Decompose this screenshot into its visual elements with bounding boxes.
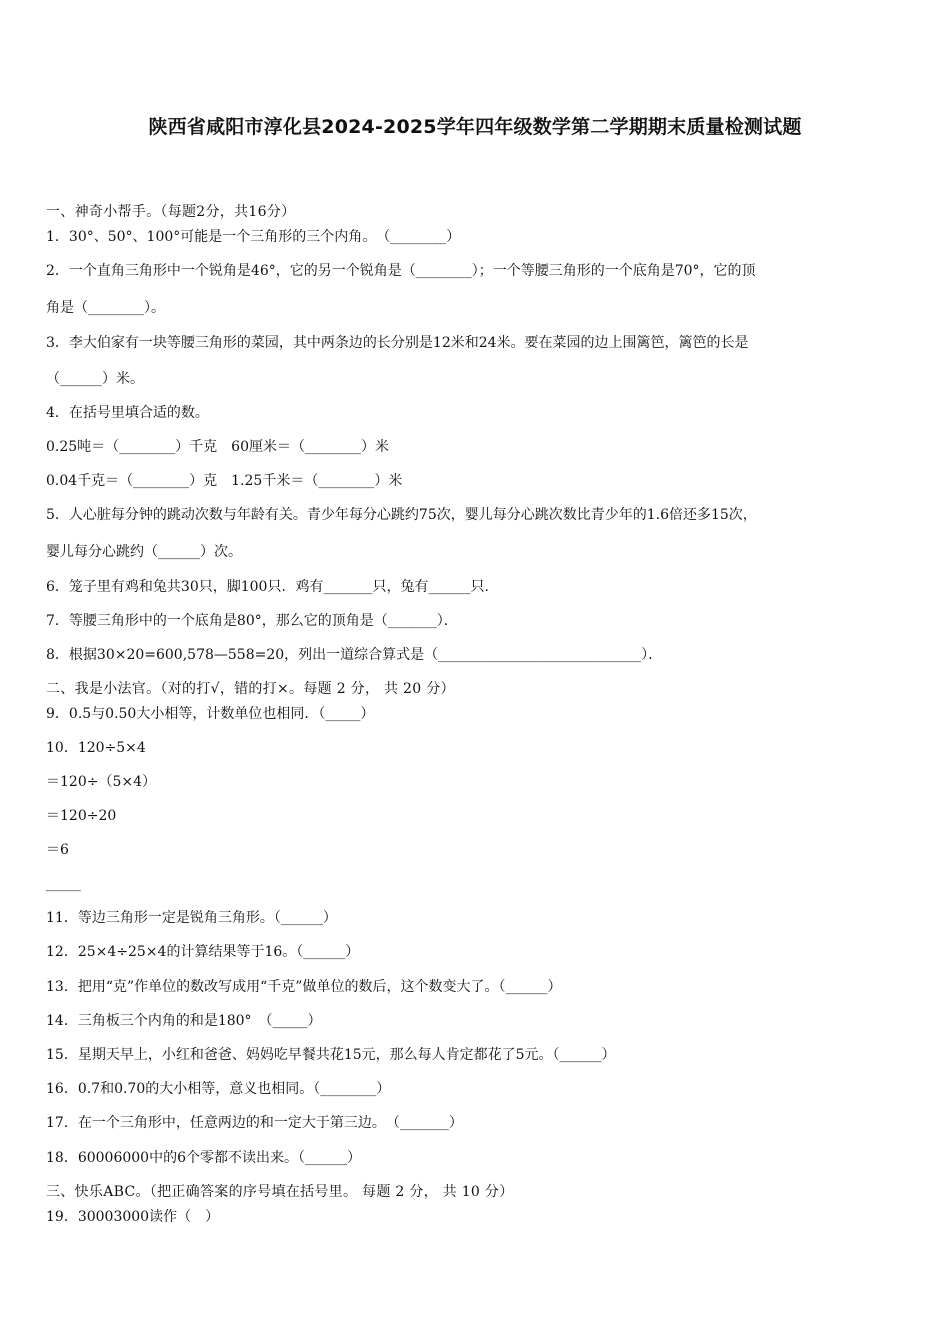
question-10: 10．120÷5×4 [46, 740, 146, 756]
question-10-step-2: ＝120÷20 [46, 808, 117, 824]
question-10-answer-blank: _____ [46, 876, 81, 892]
question-6: 6．笼子里有鸡和兔共30只，脚100只．鸡有_______只，兔有______只． [46, 579, 499, 595]
question-14: 14．三角板三个内角的和是180° （_____） [46, 1013, 322, 1029]
section-heading-2: 二、我是小法官。（对的打√，错的打×。每题 2 分， 共 20 分） [46, 681, 455, 697]
question-1: 1．30°、50°、100°可能是一个三角形的三个内角。 （________） [46, 229, 461, 245]
question-7: 7．等腰三角形中的一个底角是80°，那么它的顶角是（_______）． [46, 613, 458, 629]
section-heading-3: 三、快乐ABC。（把正确答案的序号填在括号里。 每题 2 分， 共 10 分） [46, 1184, 514, 1200]
section-heading-1: 一、神奇小帮手。（每题2分，共16分） [46, 204, 296, 220]
question-4-row-2: 0.04千克＝（________）克 1.25千米＝（________）米 [46, 473, 403, 489]
question-10-step-3: ＝6 [46, 842, 69, 858]
page-title: 陕西省咸阳市淳化县2024-2025学年四年级数学第二学期期末质量检测试题 [148, 116, 802, 138]
question-16: 16．0.7和0.70的大小相等，意义也相同。（________） [46, 1081, 391, 1097]
question-19: 19．30003000读作（ ） [46, 1209, 220, 1225]
question-10-step-1: ＝120÷（5×4） [46, 774, 156, 790]
question-12: 12．25×4÷25×4的计算结果等于16。（______） [46, 944, 360, 960]
question-15: 15．星期天早上，小红和爸爸、妈妈吃早餐共花15元，那么每人肯定都花了5元。（______） [46, 1047, 616, 1063]
question-4: 4．在括号里填合适的数。 [46, 405, 209, 421]
question-2-line-2: 角是（________）。 [46, 300, 165, 316]
question-3-line-1: 3．李大伯家有一块等腰三角形的菜园，其中两条边的长分别是12米和24米。要在菜园的边上围篱笆，篱笆的长是 [46, 335, 749, 351]
question-2-line-1: 2．一个直角三角形中一个锐角是46°，它的另一个锐角是（________）；一个等腰三角形的一个底角是70°，它的顶 [46, 263, 756, 279]
question-9: 9．0.5与0.50大小相等，计数单位也相同．（_____） [46, 706, 375, 722]
question-18: 18．60006000中的6个零都不读出来。（______） [46, 1150, 361, 1166]
question-13: 13．把用“克”作单位的数改写成用“千克”做单位的数后，这个数变大了。（______） [46, 979, 562, 995]
question-17: 17．在一个三角形中，任意两边的和一定大于第三边。 （_______） [46, 1115, 463, 1131]
question-5-line-1: 5．人心脏每分钟的跳动次数与年龄有关。青少年每分心跳约75次，婴儿每分心跳次数比青少年的1.6倍还多15次， [46, 507, 757, 523]
question-11: 11．等边三角形一定是锐角三角形。（______） [46, 910, 337, 926]
question-5-line-2: 婴儿每分心跳约（______）次。 [46, 544, 242, 560]
question-4-row-1: 0.25吨＝（________）千克 60厘米＝（________）米 [46, 439, 389, 455]
question-8: 8．根据30×20=600,578—558=20，列出一道综合算式是（_____________________________）． [46, 647, 663, 663]
question-3-line-2: （______）米。 [46, 371, 144, 387]
